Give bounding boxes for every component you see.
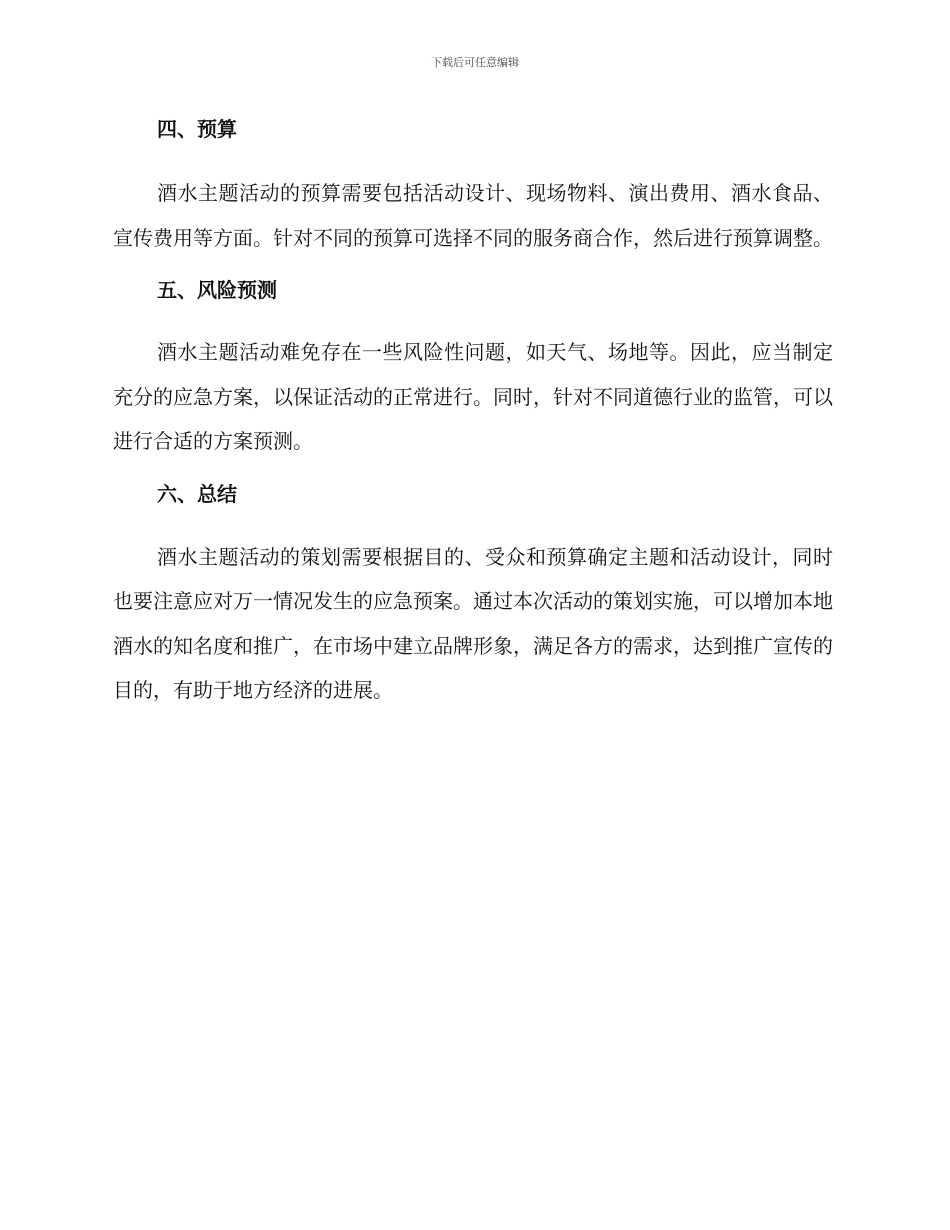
- section-paragraph-risk: 酒水主题活动难免存在一些风险性问题，如天气、场地等。因此，应当制定充分的应急方案，以保证活动的正常进行。同时，针对不同道德行业的监管，可以进行合适的方案预测。: [113, 340, 833, 453]
- section-paragraph-summary: 酒水主题活动的策划需要根据目的、受众和预算确定主题和活动设计，同时也要注意应对万一情况发生的应急预案。通过本次活动的策划实施，可以增加本地酒水的知名度和推广，在市场中建立品牌形象，满足各方的需求，达到推广宣传的目的，有助于地方经济的进展。: [113, 544, 833, 702]
- document-body: [113, 110, 833, 713]
- section-heading-budget: 四、预算: [157, 117, 237, 141]
- page-header: 下载后可任意编辑: [431, 56, 519, 69]
- section-heading-risk: 五、风险预测: [157, 278, 277, 302]
- section-heading-summary: 六、总结: [157, 481, 237, 506]
- section-paragraph-budget: 酒水主题活动的预算需要包括活动设计、现场物料、演出费用、酒水食品、宣传费用等方面。针对不同的预算可选择不同的服务商合作，然后进行预算调整。: [113, 181, 833, 250]
